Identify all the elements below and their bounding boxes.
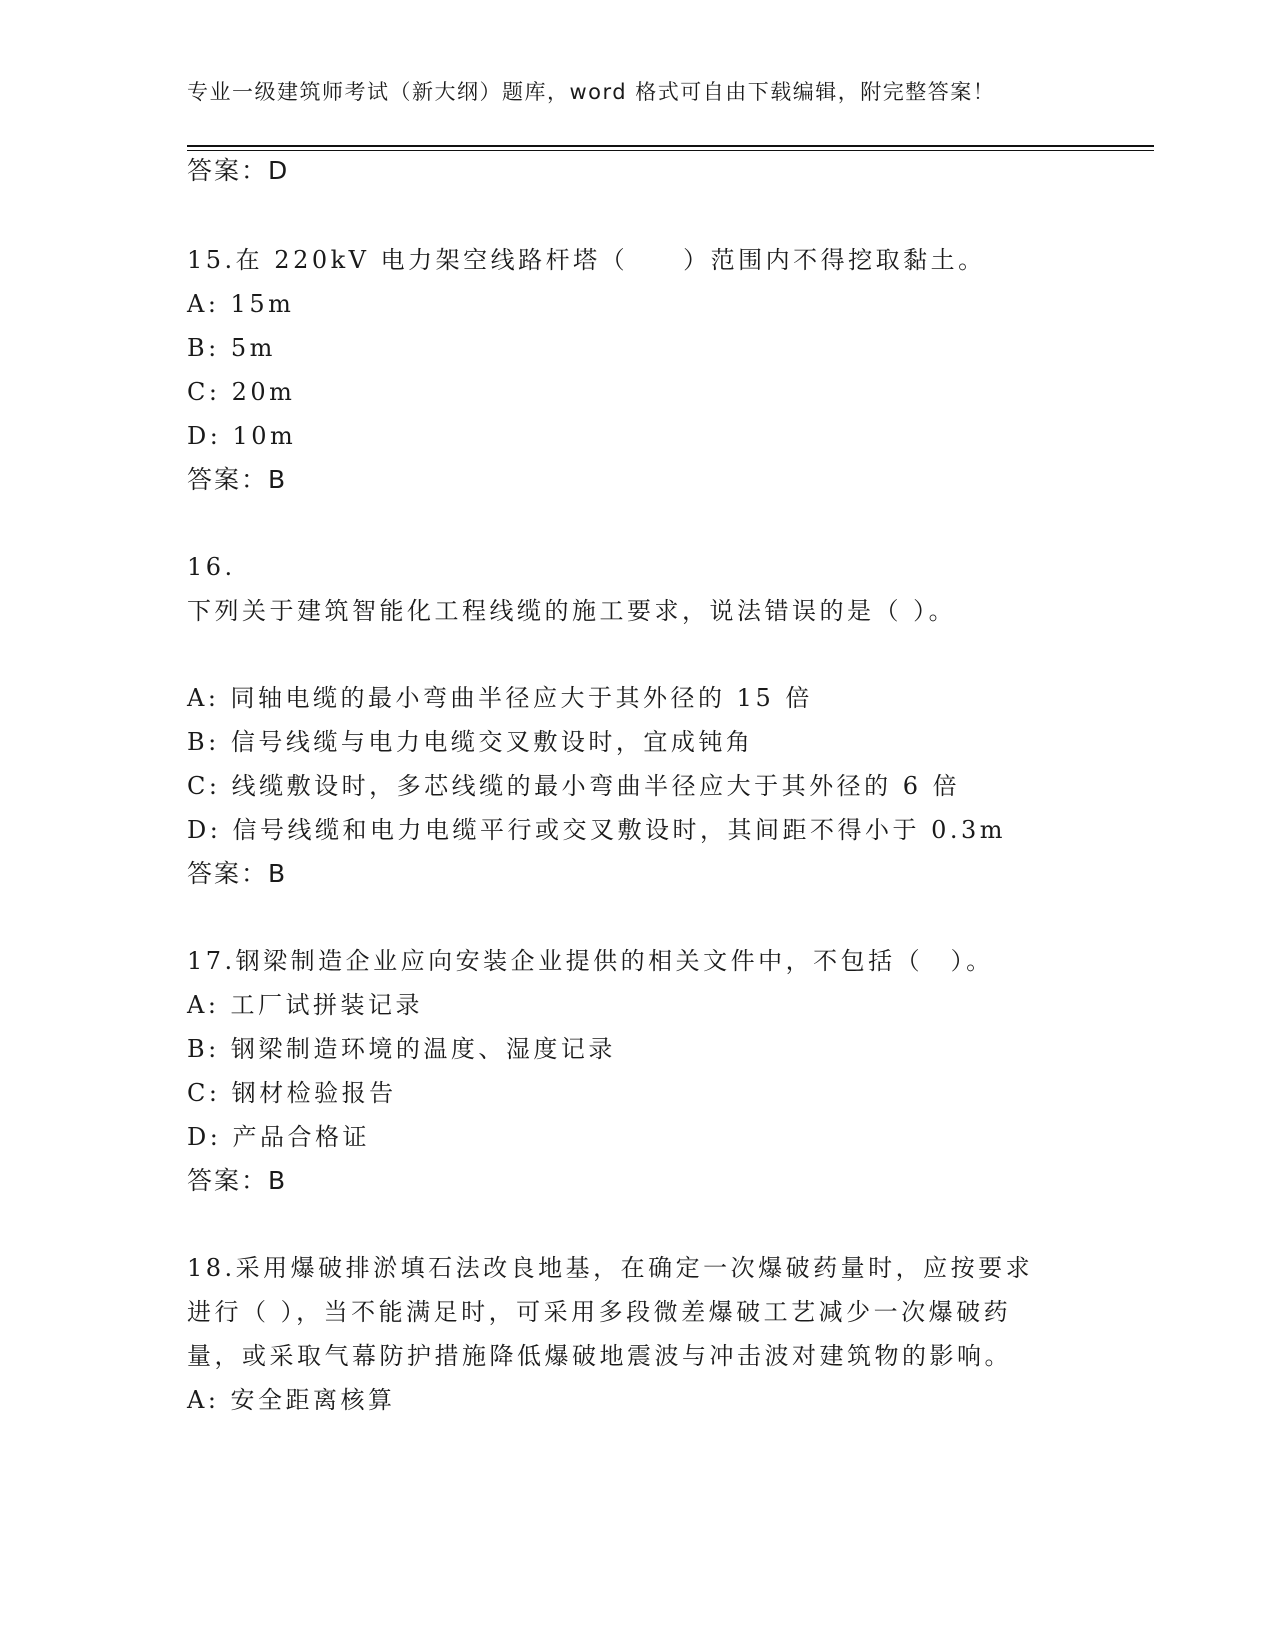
- question-15-answer: 答案：B: [187, 465, 288, 494]
- question-16-option-b: B: 信号线缆与电力电缆交叉敷设时，宜成钝角: [187, 728, 754, 756]
- header-divider: [187, 145, 1154, 151]
- question-18-stem-line-2: 进行（ ），当不能满足时，可采用多段微差爆破工艺减少一次爆破药: [187, 1298, 1012, 1326]
- question-18-stem-line-3: 量，或采取气幕防护措施降低爆破地震波与冲击波对建筑物的影响。: [187, 1342, 1012, 1370]
- question-16-option-c: C: 线缆敷设时，多芯线缆的最小弯曲半径应大于其外径的 6 倍: [187, 772, 961, 800]
- question-15-option-d: D: 10m: [187, 422, 297, 450]
- question-17-option-b: B: 钢梁制造环境的温度、湿度记录: [187, 1035, 616, 1063]
- question-15-option-c: C: 20m: [187, 378, 296, 406]
- question-17-option-d: D: 产品合格证: [187, 1123, 370, 1151]
- question-17-answer: 答案：B: [187, 1166, 288, 1195]
- question-16-answer: 答案：B: [187, 859, 288, 888]
- page-header: 专业一级建筑师考试（新大纲）题库，word 格式可自由下载编辑，附完整答案！: [187, 80, 996, 104]
- question-17-option-c: C: 钢材检验报告: [187, 1079, 397, 1107]
- question-16-option-d: D: 信号线缆和电力电缆平行或交叉敷设时，其间距不得小于 0.3m: [187, 816, 1007, 844]
- question-15-stem: 15.在 220kV 电力架空线路杆塔（ ）范围内不得挖取黏土。: [187, 246, 986, 274]
- question-16-stem: 下列关于建筑智能化工程线缆的施工要求，说法错误的是（ ）。: [187, 597, 957, 625]
- question-17-option-a: A: 工厂试拼装记录: [187, 991, 424, 1019]
- previous-answer: 答案：D: [187, 156, 290, 185]
- question-16-number: 16.: [187, 553, 236, 581]
- question-18-option-a: A: 安全距离核算: [187, 1386, 396, 1414]
- question-15-option-b: B: 5m: [187, 334, 276, 362]
- question-16-option-a: A: 同轴电缆的最小弯曲半径应大于其外径的 15 倍: [187, 684, 813, 712]
- question-15-option-a: A: 15m: [187, 290, 295, 318]
- question-17-stem: 17.钢梁制造企业应向安装企业提供的相关文件中，不包括（ ）。: [187, 947, 994, 975]
- question-18-stem-line-1: 18.采用爆破排淤填石法改良地基，在确定一次爆破药量时，应按要求: [187, 1254, 1034, 1282]
